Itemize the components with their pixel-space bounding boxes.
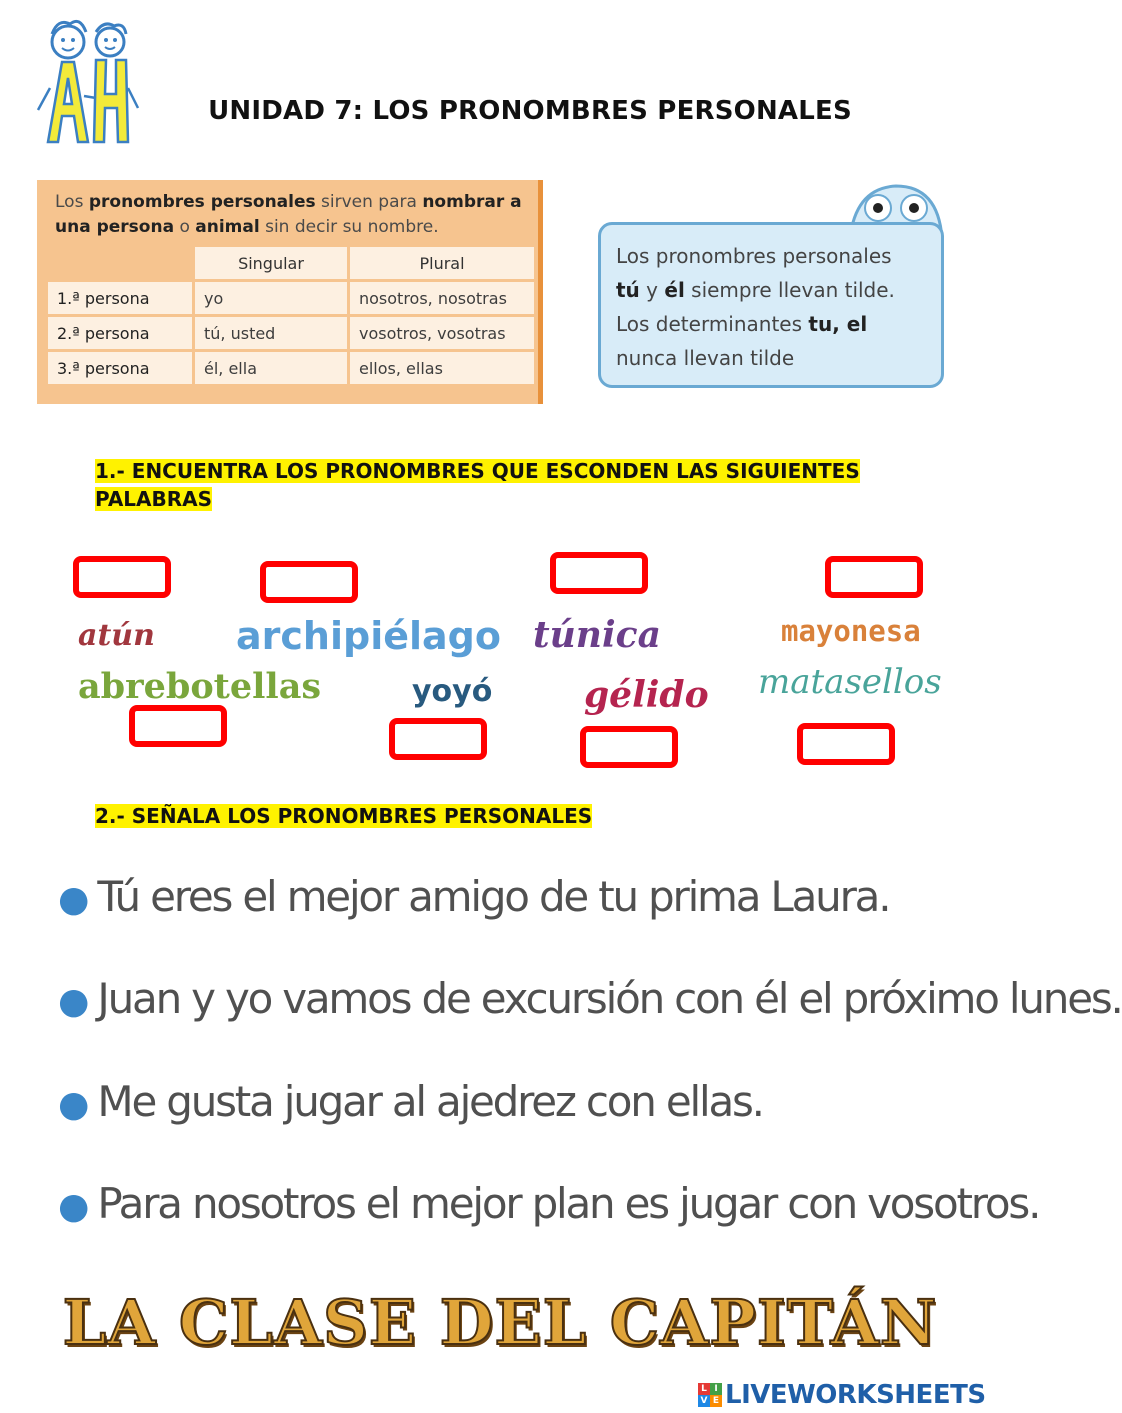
word-atun: atún [78, 618, 155, 653]
note-line: nunca llevan tilde [616, 346, 795, 370]
table-header-empty [48, 247, 192, 279]
answer-box-archipielago[interactable] [260, 561, 358, 603]
sentence-text[interactable]: Me gusta jugar al ajedrez con ellas. [97, 1077, 763, 1126]
note-line: Los pronombres personales [616, 244, 892, 268]
answer-box-atun[interactable] [73, 556, 171, 598]
table-cell-person: 3.ª persona [48, 352, 192, 384]
word-abrebotellas: abrebotellas [78, 666, 322, 707]
bullet-icon: ● [58, 879, 90, 920]
table-cell-person: 2.ª persona [48, 317, 192, 349]
answer-box-gelido[interactable] [580, 726, 678, 768]
liveworksheets-text: LIVEWORKSHEETS [725, 1380, 986, 1410]
activity-2-title: 2.- SEÑALA LOS PRONOMBRES PERSONALES [95, 804, 593, 828]
tilde-note-card [598, 222, 944, 388]
word-yoyo: yoyó [412, 674, 493, 709]
bullet-icon: ● [58, 1186, 90, 1227]
word-matasellos: matasellos [758, 662, 942, 702]
pronouns-table [45, 244, 537, 387]
table-row [48, 317, 534, 349]
sentence-item [58, 1077, 763, 1126]
pronouns-definition: Los pronombres personales sirven para nombrar a una persona o animal sin decir su nombre. [55, 192, 522, 237]
pronouns-info-card [37, 180, 543, 404]
table-cell-plural: nosotros, nosotras [350, 282, 534, 314]
table-row [48, 282, 534, 314]
note-line: tú y él siempre llevan tilde. [616, 278, 895, 302]
word-tunica: túnica [533, 614, 661, 656]
table-cell-singular: tú, usted [195, 317, 347, 349]
bullet-icon: ● [58, 1084, 90, 1125]
answer-box-yoyo[interactable] [389, 718, 487, 760]
sentence-item [58, 1179, 1039, 1228]
table-cell-plural: ellos, ellas [350, 352, 534, 384]
tilde-note-text [616, 239, 936, 375]
table-cell-plural: vosotros, vosotras [350, 317, 534, 349]
bullet-icon: ● [58, 981, 90, 1022]
word-mayonesa: mayonesa [781, 614, 921, 648]
liveworksheets-watermark [698, 1380, 986, 1410]
table-cell-singular: él, ella [195, 352, 347, 384]
table-header-singular: Singular [195, 247, 347, 279]
answer-box-tunica[interactable] [550, 552, 648, 594]
sentence-text[interactable]: Juan y yo vamos de excursión con él el próximo lunes. [97, 974, 1122, 1023]
brand-title: LA CLASE DEL CAPITÁN [62, 1286, 938, 1359]
table-cell-singular: yo [195, 282, 347, 314]
activity-1-title: 1.- ENCUENTRA LOS PRONOMBRES QUE ESCONDEN LAS SIGUIENTES PALABRAS [95, 459, 860, 511]
note-line: Los determinantes tu, el [616, 312, 868, 336]
table-header-row [48, 247, 534, 279]
sentence-text[interactable]: Para nosotros el mejor plan es jugar con vosotros. [97, 1179, 1040, 1228]
kids-logo-image [34, 18, 144, 150]
sentence-item [58, 974, 1122, 1023]
table-cell-person: 1.ª persona [48, 282, 192, 314]
sentence-text[interactable]: Tú eres el mejor amigo de tu prima Laura. [97, 872, 890, 921]
answer-box-matasellos[interactable] [797, 723, 895, 765]
liveworksheets-logo-icon: L I V E [698, 1383, 722, 1407]
page-title: UNIDAD 7: LOS PRONOMBRES PERSONALES [208, 96, 852, 126]
table-row [48, 352, 534, 384]
answer-box-abrebotellas[interactable] [129, 705, 227, 747]
word-gelido: gélido [584, 674, 709, 716]
table-header-plural: Plural [350, 247, 534, 279]
answer-box-mayonesa[interactable] [825, 556, 923, 598]
word-archipielago: archipiélago [236, 614, 501, 658]
sentence-item [58, 872, 889, 921]
